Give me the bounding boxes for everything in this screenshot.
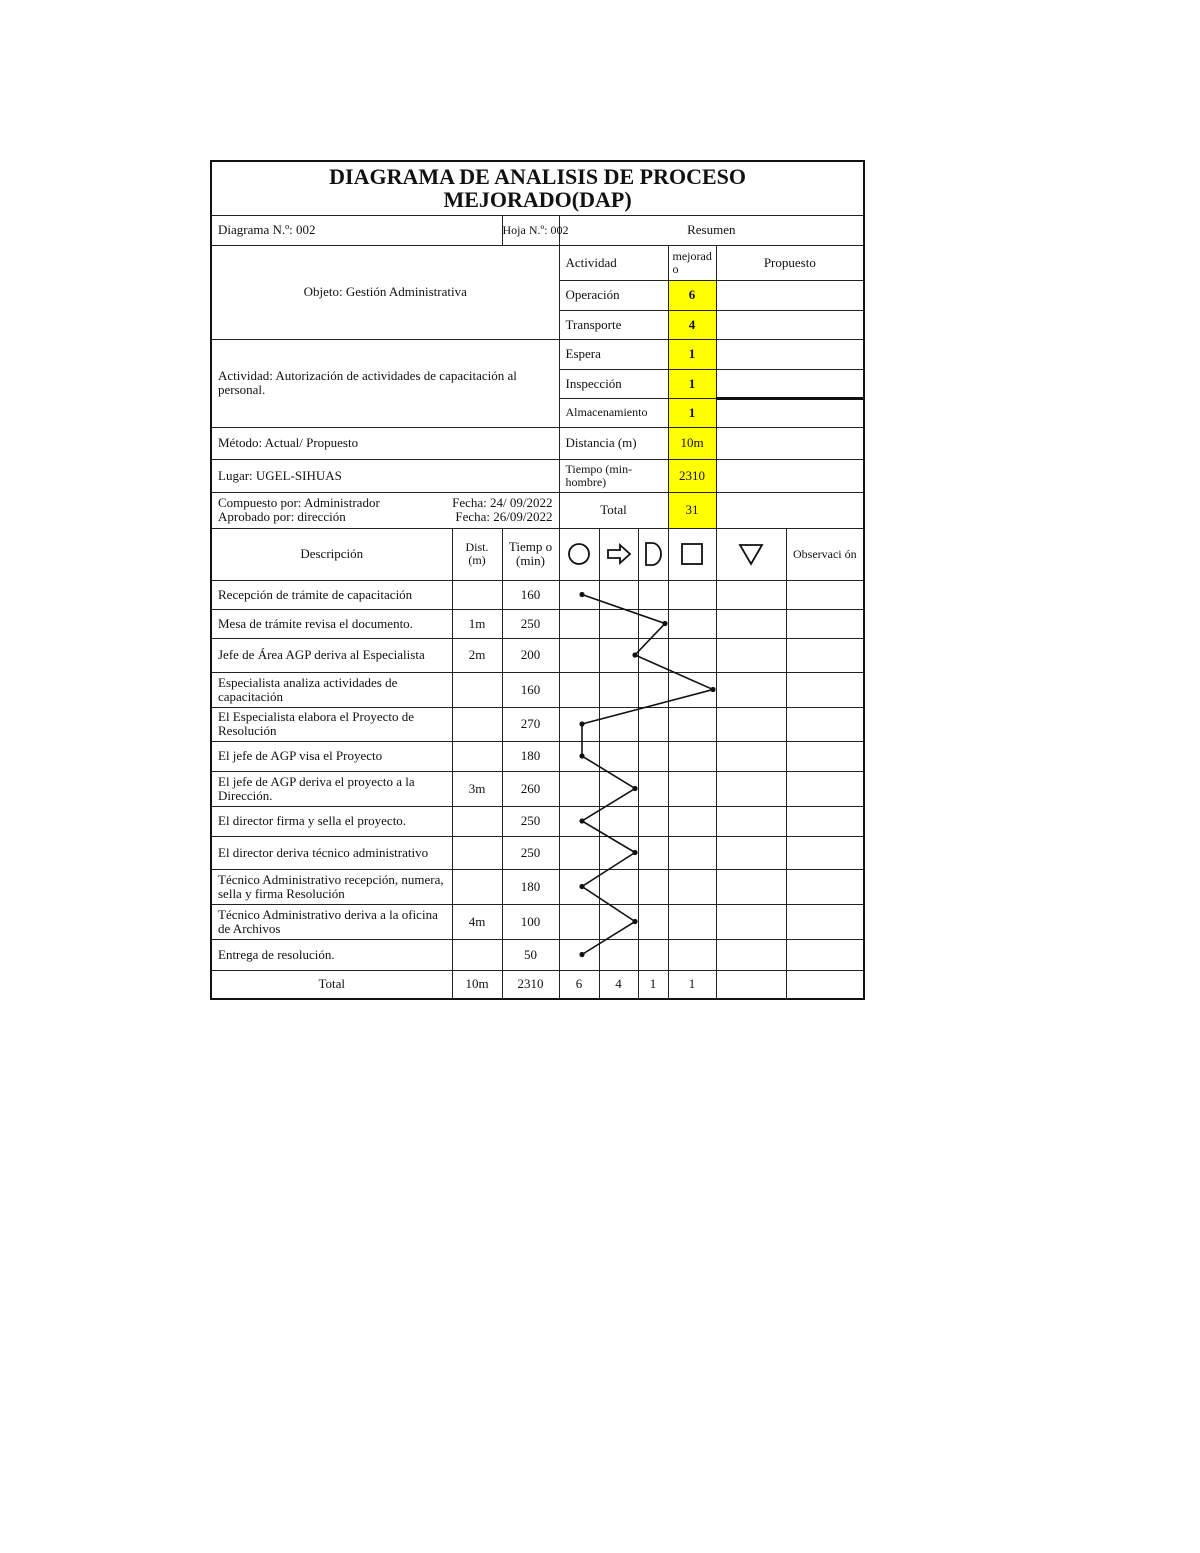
summary-value-operacion: 6 xyxy=(668,280,716,310)
summary-value-espera: 1 xyxy=(668,339,716,369)
summary-header-actividad: Actividad xyxy=(559,245,668,280)
totals-transport: 4 xyxy=(599,970,638,999)
step-time: 200 xyxy=(502,638,559,672)
inspection-square-icon xyxy=(668,528,716,580)
table-row xyxy=(211,939,864,970)
step-dist xyxy=(452,806,502,836)
summary-propuesto-cell xyxy=(716,310,864,339)
summary-value-total: 31 xyxy=(668,492,716,528)
step-dist xyxy=(452,836,502,869)
summary-label-almacenamiento: Almacenamiento xyxy=(559,398,668,427)
summary-propuesto-cell xyxy=(716,369,864,398)
totals-operation: 6 xyxy=(559,970,599,999)
table-row xyxy=(211,741,864,771)
summary-propuesto-cell xyxy=(716,280,864,310)
summary-label-distancia: Distancia (m) xyxy=(559,427,668,459)
table-row xyxy=(211,869,864,904)
summary-propuesto-cell xyxy=(716,459,864,492)
step-time: 270 xyxy=(502,707,559,741)
table-row xyxy=(211,806,864,836)
step-time: 250 xyxy=(502,609,559,638)
step-description: Técnico Administrativo recepción, numera, sella y firma Resolución xyxy=(211,869,452,904)
summary-header-propuesto: Propuesto xyxy=(716,245,864,280)
step-time: 260 xyxy=(502,771,559,806)
lugar-text: Lugar: UGEL-SIHUAS xyxy=(211,459,559,492)
step-dist: 2m xyxy=(452,638,502,672)
step-time: 180 xyxy=(502,869,559,904)
title-line-1: DIAGRAMA DE ANALISIS DE PROCESO xyxy=(329,164,746,190)
totals-dist: 10m xyxy=(452,970,502,999)
step-description: Jefe de Área AGP deriva al Especialista xyxy=(211,638,452,672)
step-dist xyxy=(452,707,502,741)
step-time: 50 xyxy=(502,939,559,970)
header-tiempo: Tiemp o (min) xyxy=(502,528,559,580)
summary-label-tiempo: Tiempo (min-hombre) xyxy=(559,459,668,492)
totals-inspection: 1 xyxy=(668,970,716,999)
step-description: Entrega de resolución. xyxy=(211,939,452,970)
step-description: Recepción de trámite de capacitación xyxy=(211,580,452,609)
transport-arrow-icon xyxy=(599,528,638,580)
totals-label: Total xyxy=(211,970,452,999)
step-dist: 3m xyxy=(452,771,502,806)
summary-propuesto-cell xyxy=(716,398,864,427)
summary-value-inspeccion: 1 xyxy=(668,369,716,398)
step-description: El jefe de AGP visa el Proyecto xyxy=(211,741,452,771)
step-description: Técnico Administrativo deriva a la oficina de Archivos xyxy=(211,904,452,939)
summary-label-operacion: Operación xyxy=(559,280,668,310)
table-row xyxy=(211,836,864,869)
aprobado-text: Aprobado por: dirección xyxy=(218,509,346,524)
fecha-compuesto: Fecha: 24/ 09/2022 xyxy=(452,495,553,511)
summary-propuesto-cell xyxy=(716,427,864,459)
authors-cell xyxy=(211,492,559,528)
summary-value-tiempo: 2310 xyxy=(668,459,716,492)
header-descripcion: Descripción xyxy=(211,528,452,580)
totals-delay: 1 xyxy=(638,970,668,999)
header-dist: Dist. (m) xyxy=(452,528,502,580)
objeto-text: Objeto: Gestión Administrativa xyxy=(211,245,559,339)
title-line-2: MEJORADO(DAP) xyxy=(443,187,632,213)
summary-value-almacenamiento: 1 xyxy=(668,398,716,427)
summary-propuesto-cell xyxy=(716,492,864,528)
step-dist: 4m xyxy=(452,904,502,939)
step-description: El Especialista elabora el Proyecto de Resolución xyxy=(211,707,452,741)
table-row xyxy=(211,580,864,609)
step-description: El director deriva técnico administrativo xyxy=(211,836,452,869)
summary-title: Resumen xyxy=(559,215,864,245)
totals-time: 2310 xyxy=(502,970,559,999)
step-time: 250 xyxy=(502,806,559,836)
step-description: Mesa de trámite revisa el documento. xyxy=(211,609,452,638)
header-observacion: Observaci ón xyxy=(786,528,864,580)
table-row xyxy=(211,904,864,939)
step-dist xyxy=(452,580,502,609)
step-dist xyxy=(452,939,502,970)
operation-circle-icon xyxy=(559,528,599,580)
compuesto-text: Compuesto por: Administrador xyxy=(218,495,380,511)
diagram-title xyxy=(211,161,864,215)
table-row xyxy=(211,672,864,707)
step-dist: 1m xyxy=(452,609,502,638)
summary-label-espera: Espera xyxy=(559,339,668,369)
summary-value-transporte: 4 xyxy=(668,310,716,339)
summary-label-inspeccion: Inspección xyxy=(559,369,668,398)
dap-diagram xyxy=(210,160,863,997)
summary-propuesto-cell xyxy=(716,339,864,369)
summary-value-distancia: 10m xyxy=(668,427,716,459)
table-row xyxy=(211,771,864,806)
table-row xyxy=(211,638,864,672)
sheet-number: Hoja N.º: 002 xyxy=(502,215,559,245)
step-time: 250 xyxy=(502,836,559,869)
step-description: El director firma y sella el proyecto. xyxy=(211,806,452,836)
delay-d-icon xyxy=(638,528,668,580)
step-time: 160 xyxy=(502,580,559,609)
table-row xyxy=(211,609,864,638)
fecha-aprobado: Fecha: 26/09/2022 xyxy=(455,509,553,524)
table-row xyxy=(211,707,864,741)
summary-label-transporte: Transporte xyxy=(559,310,668,339)
step-time: 100 xyxy=(502,904,559,939)
actividad-text: Actividad: Autorización de actividades de capacitación al personal. xyxy=(211,339,559,427)
summary-label-total: Total xyxy=(559,492,668,528)
step-dist xyxy=(452,741,502,771)
step-time: 160 xyxy=(502,672,559,707)
step-description: El jefe de AGP deriva el proyecto a la Dirección. xyxy=(211,771,452,806)
dap-table xyxy=(210,160,865,1000)
storage-triangle-icon xyxy=(716,528,786,580)
step-dist xyxy=(452,672,502,707)
step-time: 180 xyxy=(502,741,559,771)
summary-header-mejorado: mejorad o xyxy=(668,245,716,280)
step-description: Especialista analiza actividades de capacitación xyxy=(211,672,452,707)
totals-row xyxy=(211,970,864,999)
metodo-text: Método: Actual/ Propuesto xyxy=(211,427,559,459)
step-dist xyxy=(452,869,502,904)
diagram-number: Diagrama N.º: 002 xyxy=(211,215,502,245)
